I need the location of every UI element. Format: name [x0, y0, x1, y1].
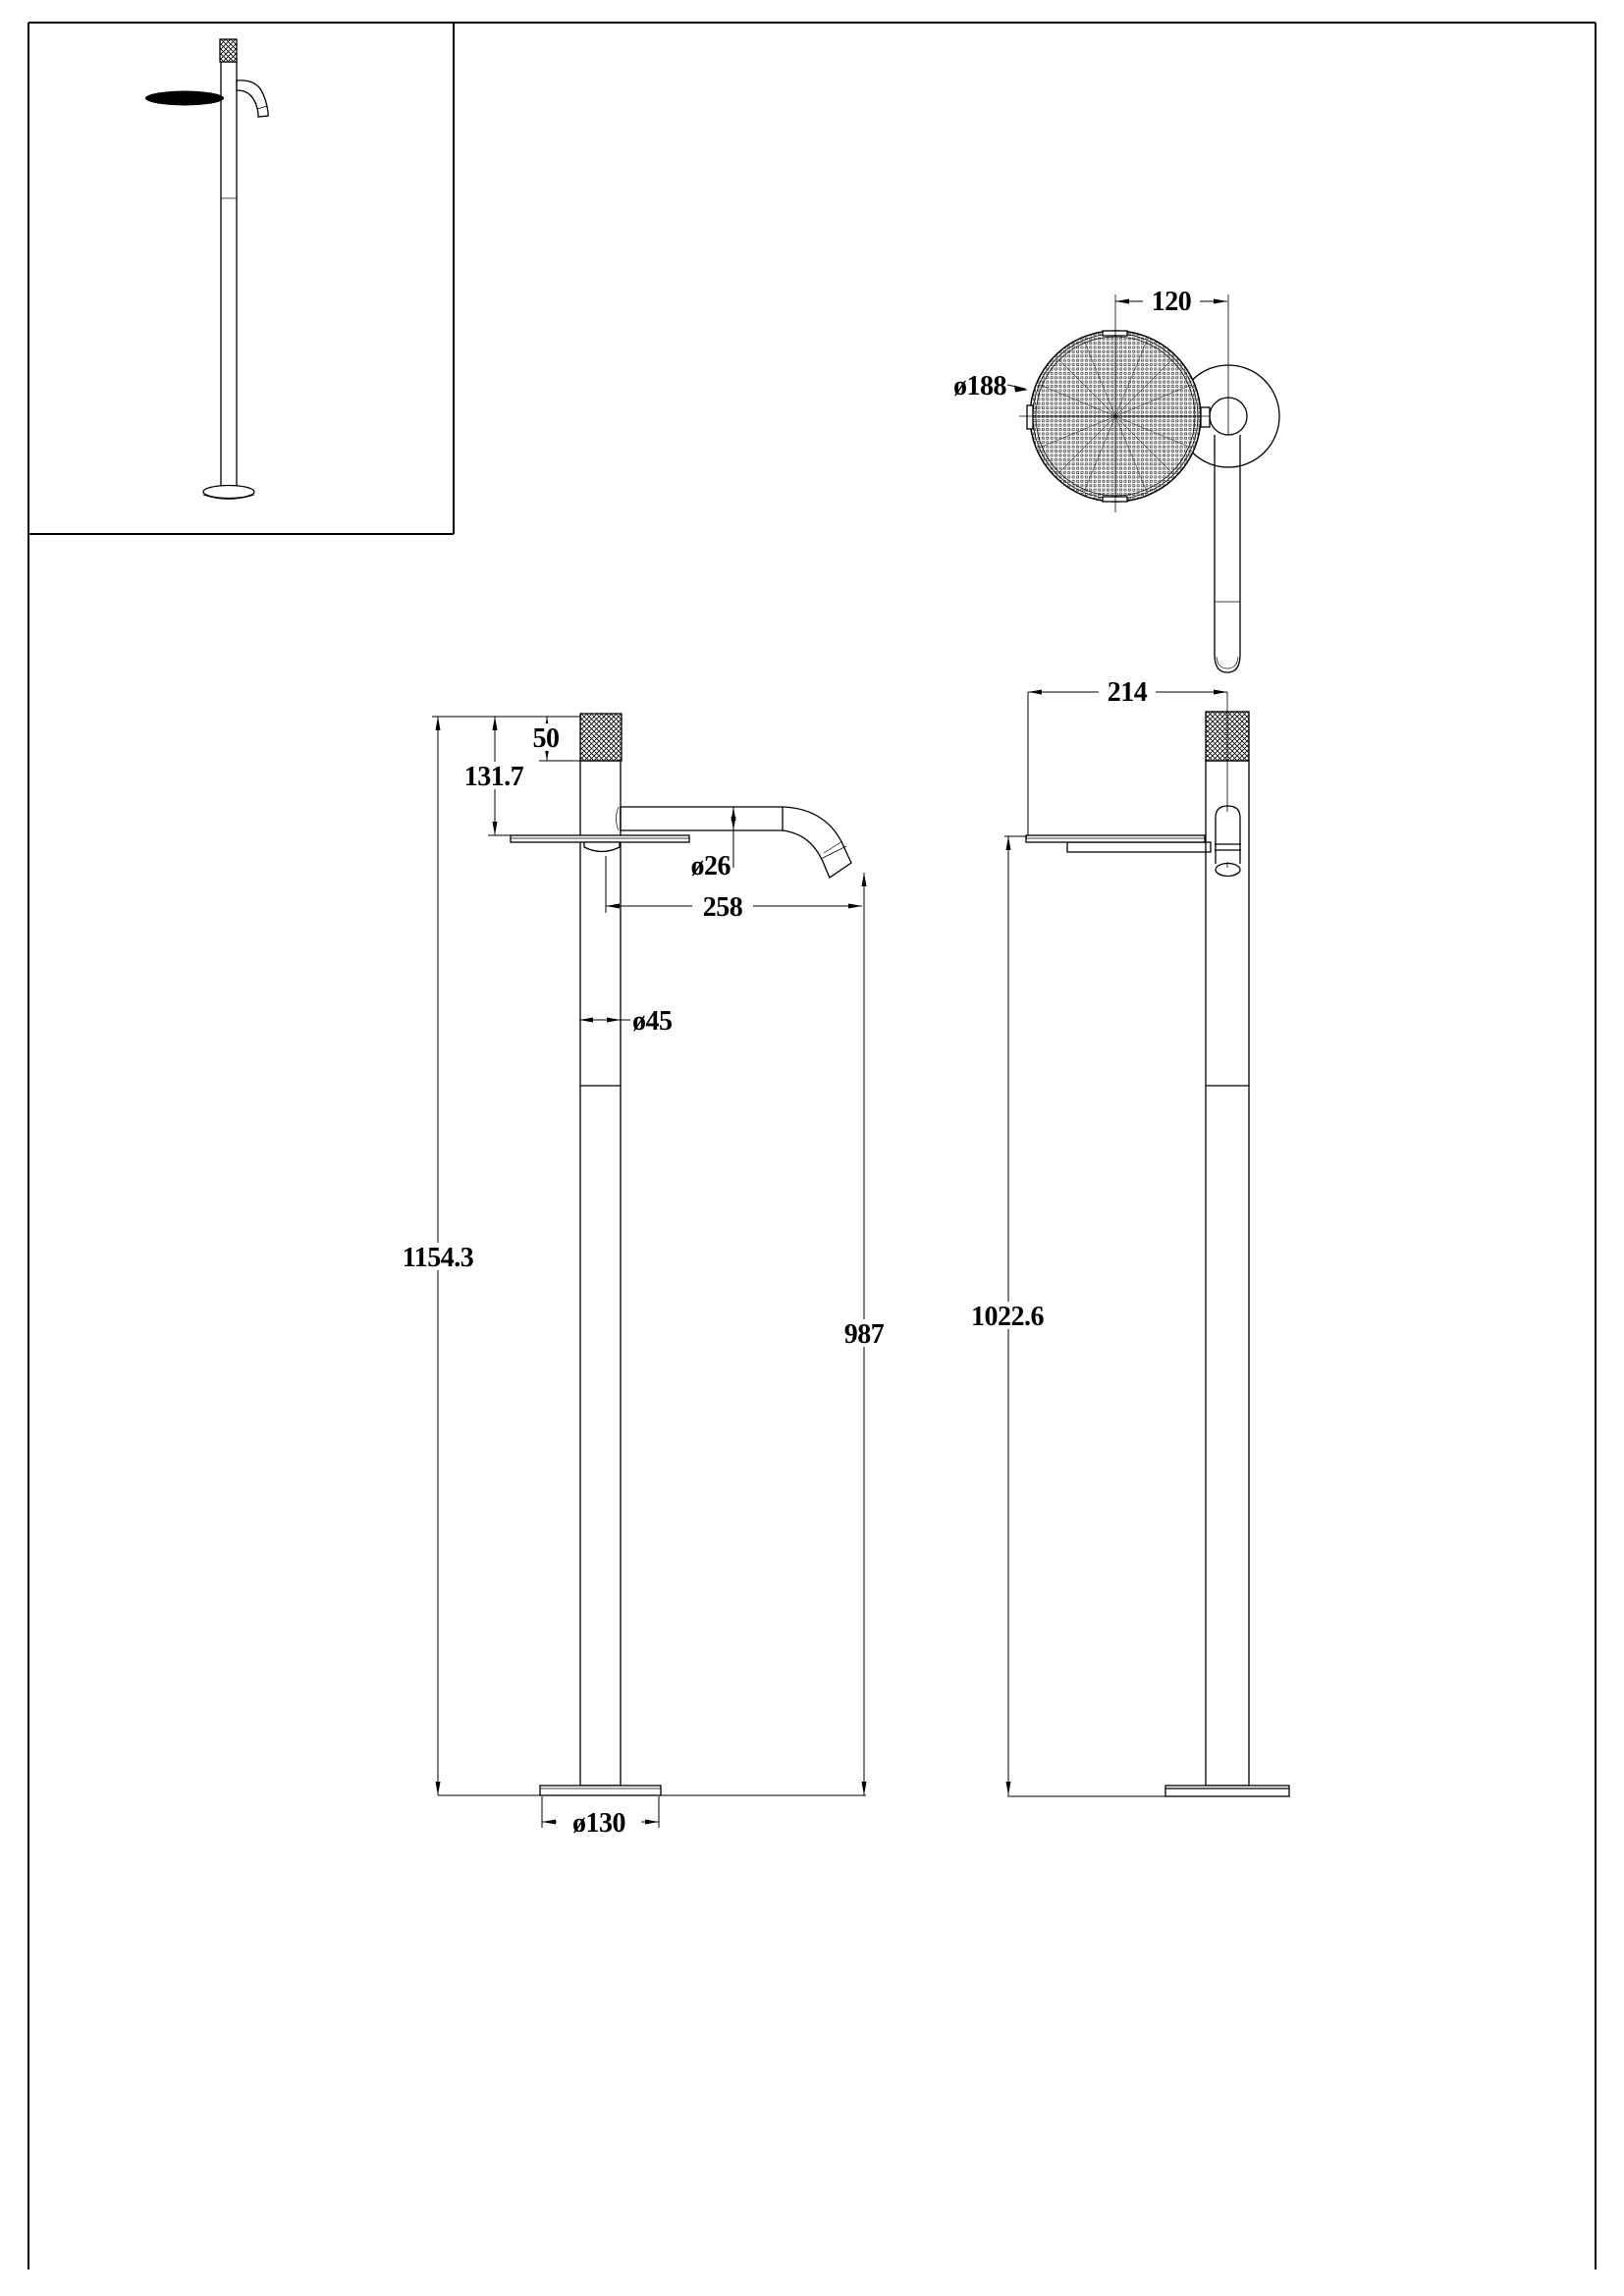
side-handshower-wand	[1215, 806, 1241, 877]
front-riser-pole	[580, 761, 621, 1786]
dim-total-height-1154-3	[391, 717, 485, 1795]
top-view	[953, 287, 1279, 672]
dim-depth-214	[1028, 677, 1227, 708]
dim-text-1022-6: 1022.6	[971, 1302, 1044, 1332]
inset-border	[28, 23, 454, 534]
dim-spout-height-987	[834, 873, 894, 1795]
dim-spout-reach-258	[606, 892, 862, 923]
dim-offset-120	[1115, 287, 1227, 317]
front-knurled-knob	[580, 714, 622, 761]
side-view	[958, 677, 1289, 1796]
inset-riser-pole	[221, 62, 237, 493]
page-frame	[28, 23, 1596, 2269]
inset-spout	[237, 80, 268, 117]
dim-text-26: ø26	[690, 851, 731, 881]
inset-shelf-disc	[145, 91, 224, 106]
inset-knurled-knob	[220, 39, 237, 62]
side-riser-pole	[1206, 761, 1249, 1786]
side-base-plate	[1165, 1786, 1289, 1796]
dim-text-130: ø130	[572, 1808, 625, 1839]
dim-shelf-height-1022-6	[958, 836, 1056, 1795]
dim-knob-height-50	[526, 717, 566, 761]
dim-disc-diameter-188	[953, 371, 1028, 401]
dim-text-987: 987	[843, 1319, 885, 1350]
dim-text-131-7: 131.7	[463, 762, 524, 792]
dim-knob-to-shelf-131-7	[456, 717, 532, 835]
dim-text-120: 120	[1151, 287, 1192, 317]
front-base-plate	[540, 1786, 661, 1795]
dim-text-188: ø188	[953, 371, 1006, 401]
dim-base-diameter-130	[542, 1808, 659, 1839]
dim-text-50: 50	[532, 723, 560, 754]
isometric-inset-view	[28, 23, 454, 534]
front-view	[391, 714, 894, 1839]
front-shelf-plate	[511, 835, 689, 842]
dim-text-258: 258	[702, 892, 743, 923]
handshower-wand-topview	[1215, 435, 1240, 672]
dim-text-45: ø45	[632, 1006, 673, 1037]
dim-text-214: 214	[1107, 677, 1148, 708]
side-shelf-plate	[1026, 835, 1205, 842]
side-spout-band	[1067, 842, 1211, 852]
inset-base	[203, 486, 254, 499]
dim-text-1154-3: 1154.3	[402, 1243, 474, 1273]
